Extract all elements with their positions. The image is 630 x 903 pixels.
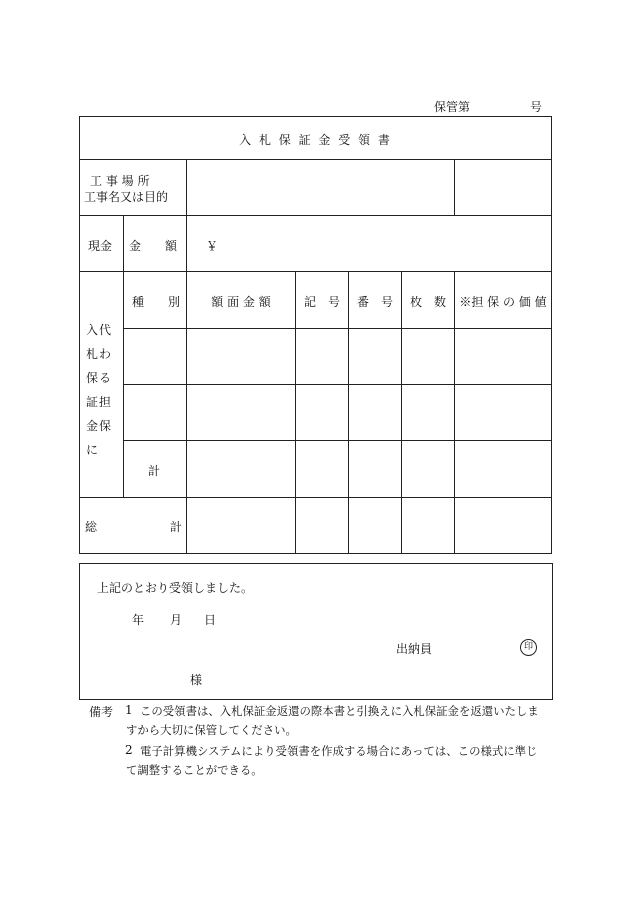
work-purpose-label: 工事名又は目的	[84, 190, 169, 204]
date-month-label: 月	[170, 613, 183, 627]
form-title: 入 札 保 証 金 受 領 書	[239, 133, 392, 147]
substitute-securities-label: 入代 札わ 保る 証担 金保 に	[86, 323, 113, 457]
note-2-line-1: 電子計算機システムにより受領書を作成する場合にあっては、この様式に準じ	[140, 744, 538, 758]
column-symbol-header: 記 号	[303, 295, 340, 309]
date-year-label: 年	[132, 613, 145, 627]
column-count-header: 枚 数	[409, 295, 446, 309]
yen-symbol: ￥	[206, 239, 219, 253]
note-1-number: 1	[125, 703, 133, 717]
note-1-line-2: すから大切に保管してください。	[126, 723, 297, 737]
receipt-statement: 上記のとおり受領しました。	[97, 581, 254, 595]
column-type-header: 種 別	[132, 295, 181, 309]
storage-number-label: 保管第	[434, 100, 471, 114]
addressee-suffix: 様	[190, 673, 203, 687]
note-1-line-1: この受領書は、入札保証金返還の際本書と引換えに入札保証金を返還いたしま	[140, 704, 539, 718]
column-face-value-header: 額 面 金 額	[211, 295, 271, 309]
amount-label: 金 額	[129, 239, 178, 253]
storage-number-suffix: 号	[530, 100, 543, 114]
cashier-label: 出納員	[396, 642, 433, 656]
grand-total-label-left: 総	[85, 520, 98, 534]
cash-amount-field[interactable]	[218, 216, 551, 271]
note-2-number: 2	[125, 743, 133, 757]
column-collateral-value-header: ※担 保 の 価 値	[459, 295, 547, 309]
work-place-field[interactable]	[187, 160, 454, 215]
grand-total-label-right: 計	[170, 520, 183, 534]
seal-mark: 印	[520, 639, 537, 656]
work-place-label: 工 事 場 所	[90, 174, 150, 188]
notes-heading: 備考	[89, 705, 114, 719]
note-2-line-2: て調整することができる。	[126, 763, 263, 777]
subtotal-label: 計	[148, 464, 161, 478]
column-number-header: 番 号	[356, 295, 393, 309]
date-day-label: 日	[204, 613, 217, 627]
cash-label: 現金	[88, 239, 113, 253]
